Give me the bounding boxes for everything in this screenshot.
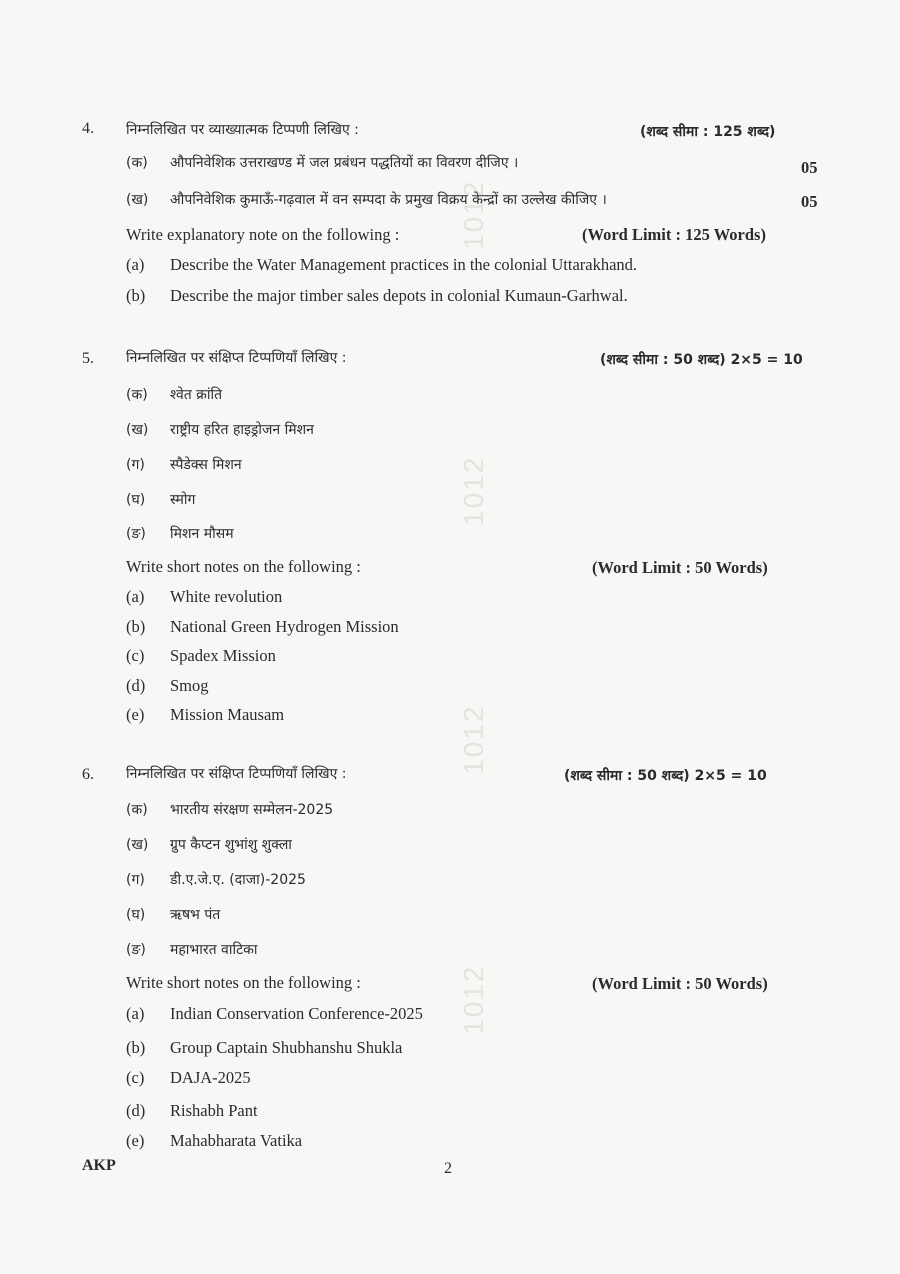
item-label: (b) — [126, 1038, 146, 1057]
item-text: Describe the major timber sales depots in colonial Kumaun-Garhwal. — [170, 286, 628, 305]
q4-marks-1: 05 — [801, 158, 818, 177]
item-text: Mahabharata Vatika — [170, 1131, 303, 1150]
item-text: स्पैडेक्स मिशन — [170, 457, 242, 473]
item-label: (c) — [126, 1068, 145, 1087]
item-label: (a) — [126, 1004, 145, 1023]
item-text: Group Captain Shubhanshu Shukla — [170, 1038, 403, 1057]
item-text: Spadex Mission — [170, 646, 276, 665]
item-text: ऋषभ पंत — [170, 907, 221, 923]
watermark-2: 1012 — [458, 455, 489, 526]
item-text: स्मोग — [170, 492, 196, 508]
item-label: (ख) — [126, 422, 149, 438]
q6-english-item-3 — [126, 1068, 251, 1088]
q4-hindi-item-2 — [126, 190, 607, 210]
q4-english-item-1 — [126, 255, 637, 275]
item-text: Indian Conservation Conference-2025 — [170, 1004, 423, 1023]
item-label: (घ) — [126, 492, 146, 508]
item-label: (d) — [126, 676, 146, 695]
item-label: (ङ) — [126, 942, 146, 958]
q5-english-item-2 — [126, 617, 399, 637]
item-label: (ग) — [126, 872, 145, 888]
q4-number: 4. — [82, 120, 94, 137]
item-text: श्वेत क्रांति — [170, 387, 223, 403]
item-text: राष्ट्रीय हरित हाइड्रोजन मिशन — [170, 422, 314, 438]
item-label: (ग) — [126, 457, 145, 473]
watermark-4: 1012 — [458, 964, 489, 1035]
q5-hindi-limit: (शब्द सीमा : 50 शब्द) 2×5 = 10 — [600, 352, 803, 368]
q5-hindi-item-5 — [126, 524, 234, 544]
item-text: DAJA-2025 — [170, 1068, 251, 1087]
item-text: White revolution — [170, 587, 283, 606]
q6-hindi-item-5 — [126, 940, 258, 960]
q6-hindi-item-2 — [126, 835, 292, 855]
item-label: (ख) — [126, 192, 149, 208]
q6-hindi-item-3 — [126, 870, 306, 890]
q4-english-instruction: Write explanatory note on the following : — [126, 225, 400, 244]
item-label: (a) — [126, 255, 145, 274]
item-label: (b) — [126, 286, 146, 305]
item-label: (क) — [126, 387, 148, 403]
item-label: (e) — [126, 705, 145, 724]
q5-hindi-item-4 — [126, 490, 195, 510]
q4-hindi-limit: (शब्द सीमा : 125 शब्द) — [640, 124, 776, 140]
item-text: औपनिवेशिक उत्तराखण्ड में जल प्रबंधन पद्धतियों का विवरण दीजिए । — [170, 155, 519, 171]
q4-english-item-2 — [126, 286, 628, 306]
q5-english-item-3 — [126, 646, 276, 666]
q6-english-item-1 — [126, 1004, 423, 1024]
q5-english-item-5 — [126, 705, 284, 725]
q6-english-item-4 — [126, 1101, 258, 1121]
item-label: (घ) — [126, 907, 146, 923]
q5-english-instruction: Write short notes on the following : — [126, 557, 361, 576]
item-text: Smog — [170, 676, 209, 695]
footer-code: AKP — [82, 1157, 116, 1174]
q5-hindi-item-3 — [126, 455, 242, 475]
q5-number: 5. — [82, 350, 94, 367]
item-label: (c) — [126, 646, 145, 665]
item-label: (क) — [126, 155, 148, 171]
q5-hindi-item-1 — [126, 385, 222, 405]
q6-english-item-2 — [126, 1038, 402, 1058]
q6-hindi-item-1 — [126, 800, 333, 820]
item-text: Rishabh Pant — [170, 1101, 258, 1120]
item-label: (ङ) — [126, 526, 146, 542]
q5-english-limit: (Word Limit : 50 Words) — [592, 558, 768, 577]
watermark-3: 1012 — [458, 704, 489, 775]
item-text: डी.ए.जे.ए. (दाजा)-2025 — [170, 872, 306, 888]
watermark-1: 1012 — [458, 179, 489, 250]
item-text: ग्रुप कैप्टन शुभांशु शुक्ला — [170, 837, 292, 853]
q6-hindi-item-4 — [126, 905, 220, 925]
q6-hindi-limit: (शब्द सीमा : 50 शब्द) 2×5 = 10 — [564, 768, 767, 784]
item-label: (b) — [126, 617, 146, 636]
item-label: (e) — [126, 1131, 145, 1150]
item-label: (d) — [126, 1101, 146, 1120]
q5-hindi-item-2 — [126, 420, 314, 440]
item-text: मिशन मौसम — [170, 526, 234, 542]
q4-hindi-item-1 — [126, 153, 518, 173]
item-label: (ख) — [126, 837, 149, 853]
q6-hindi-instruction: निम्नलिखित पर संक्षिप्त टिप्पणियाँ लिखिए : — [126, 766, 347, 782]
item-label: (क) — [126, 802, 148, 818]
q4-hindi-instruction: निम्नलिखित पर व्याख्यात्मक टिप्पणी लिखिए : — [126, 122, 359, 138]
item-text: Describe the Water Management practices in the colonial Uttarakhand. — [170, 255, 638, 274]
q6-english-limit: (Word Limit : 50 Words) — [592, 974, 768, 993]
q5-hindi-instruction: निम्नलिखित पर संक्षिप्त टिप्पणियाँ लिखिए : — [126, 350, 347, 366]
page-number: 2 — [444, 1160, 452, 1177]
item-label: (a) — [126, 587, 145, 606]
q6-english-item-5 — [126, 1131, 302, 1151]
item-text: महाभारत वाटिका — [170, 942, 258, 958]
q6-english-instruction: Write short notes on the following : — [126, 973, 361, 992]
item-text: Mission Mausam — [170, 705, 285, 724]
item-text: National Green Hydrogen Mission — [170, 617, 399, 636]
q4-english-limit: (Word Limit : 125 Words) — [582, 225, 766, 244]
item-text: भारतीय संरक्षण सम्मेलन-2025 — [170, 802, 334, 818]
q5-english-item-4 — [126, 676, 209, 696]
item-text: औपनिवेशिक कुमाऊँ-गढ़वाल में वन सम्पदा के प्रमुख विक्रय केन्द्रों का उल्लेख कीजिए । — [170, 192, 607, 208]
q4-marks-2: 05 — [801, 192, 818, 211]
q5-english-item-1 — [126, 587, 282, 607]
q6-number: 6. — [82, 766, 94, 783]
